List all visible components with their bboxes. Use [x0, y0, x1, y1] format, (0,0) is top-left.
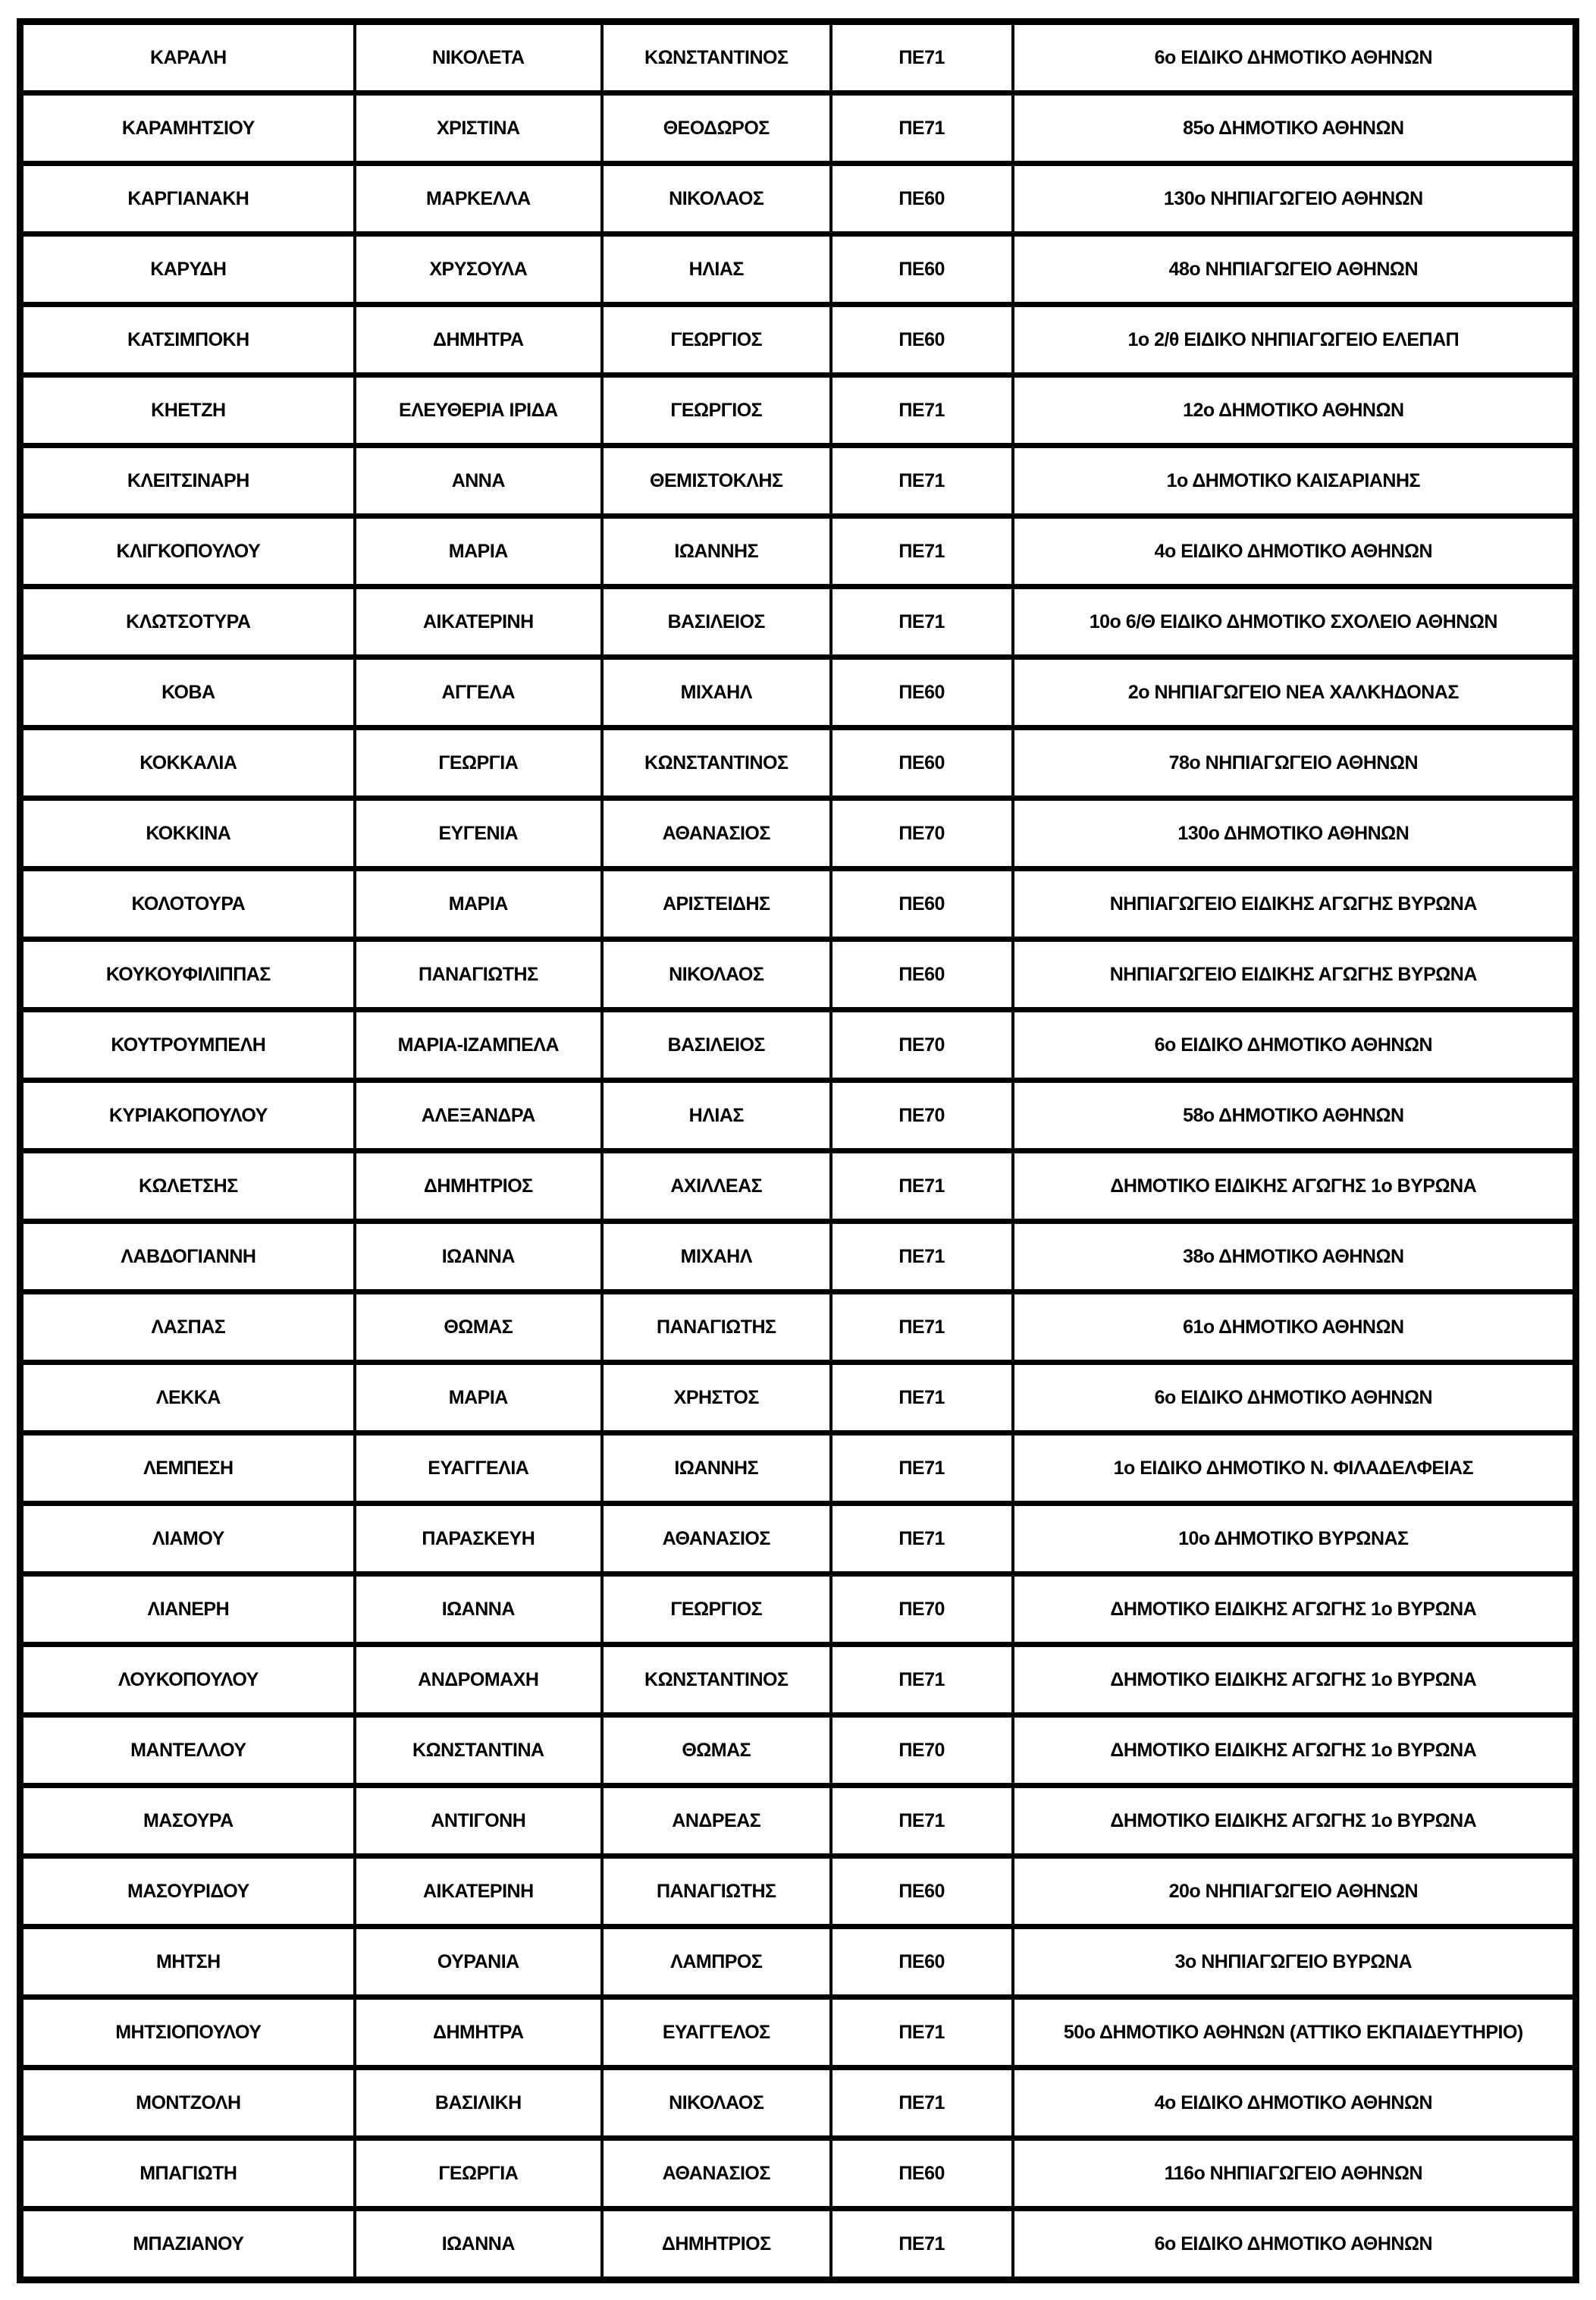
table-row: [20, 1786, 1576, 1856]
cell-father-name: ΓΕΩΡΓΙΟΣ: [602, 375, 831, 446]
table-row: [20, 1574, 1576, 1645]
cell-surname: ΚΟΚΚΙΝΑ: [20, 799, 355, 869]
cell-school: 6ο ΕΙΔΙΚΟ ΔΗΜΟΤΙΚΟ ΑΘΗΝΩΝ: [1013, 2209, 1576, 2280]
cell-specialty-code: ΠΕ71: [831, 1997, 1013, 2068]
cell-father-name: ΠΑΝΑΓΙΩΤΗΣ: [602, 1292, 831, 1363]
table-row: [20, 375, 1576, 446]
cell-surname: ΚΟΥΚΟΥΦΙΛΙΠΠΑΣ: [20, 940, 355, 1010]
table-row: [20, 657, 1576, 728]
cell-surname: ΚΑΡΑΛΗ: [20, 22, 355, 93]
cell-surname: ΜΗΤΣΗ: [20, 1927, 355, 1997]
table-row: [20, 1292, 1576, 1363]
cell-surname: ΚΛΩΤΣΟΤΥΡΑ: [20, 587, 355, 657]
cell-first-name: ΙΩΑΝΝΑ: [355, 1574, 602, 1645]
cell-first-name: ΧΡΥΣΟΥΛΑ: [355, 234, 602, 305]
cell-surname: ΚΟΥΤΡΟΥΜΠΕΛΗ: [20, 1010, 355, 1081]
cell-specialty-code: ΠΕ60: [831, 657, 1013, 728]
cell-first-name: ΑΛΕΞΑΝΔΡΑ: [355, 1081, 602, 1151]
cell-school: 1ο ΔΗΜΟΤΙΚΟ ΚΑΙΣΑΡΙΑΝΗΣ: [1013, 446, 1576, 516]
cell-father-name: ΜΙΧΑΗΛ: [602, 1222, 831, 1292]
cell-father-name: ΗΛΙΑΣ: [602, 1081, 831, 1151]
cell-father-name: ΕΥΑΓΓΕΛΟΣ: [602, 1997, 831, 2068]
table-row: [20, 1151, 1576, 1222]
staff-table-body: [20, 22, 1576, 2280]
cell-school: 130ο ΔΗΜΟΤΙΚΟ ΑΘΗΝΩΝ: [1013, 799, 1576, 869]
cell-school: ΝΗΠΙΑΓΩΓΕΙΟ ΕΙΔΙΚΗΣ ΑΓΩΓΗΣ ΒΥΡΩΝΑ: [1013, 869, 1576, 940]
cell-school: 6ο ΕΙΔΙΚΟ ΔΗΜΟΤΙΚΟ ΑΘΗΝΩΝ: [1013, 1363, 1576, 1433]
table-row: [20, 728, 1576, 799]
cell-specialty-code: ΠΕ71: [831, 1433, 1013, 1504]
table-row: [20, 22, 1576, 93]
cell-surname: ΚΑΡΥΔΗ: [20, 234, 355, 305]
cell-specialty-code: ΠΕ60: [831, 1856, 1013, 1927]
cell-first-name: ΑΙΚΑΤΕΡΙΝΗ: [355, 587, 602, 657]
cell-father-name: ΓΕΩΡΓΙΟΣ: [602, 305, 831, 375]
cell-surname: ΜΗΤΣΙΟΠΟΥΛΟΥ: [20, 1997, 355, 2068]
cell-father-name: ΗΛΙΑΣ: [602, 234, 831, 305]
cell-specialty-code: ΠΕ71: [831, 1292, 1013, 1363]
cell-first-name: ΔΗΜΗΤΡΑ: [355, 1997, 602, 2068]
cell-first-name: ΒΑΣΙΛΙΚΗ: [355, 2068, 602, 2138]
table-row: [20, 164, 1576, 234]
table-row: [20, 2209, 1576, 2280]
table-row: [20, 940, 1576, 1010]
cell-father-name: ΙΩΑΝΝΗΣ: [602, 1433, 831, 1504]
cell-school: 38ο ΔΗΜΟΤΙΚΟ ΑΘΗΝΩΝ: [1013, 1222, 1576, 1292]
cell-specialty-code: ΠΕ70: [831, 1715, 1013, 1786]
cell-father-name: ΒΑΣΙΛΕΙΟΣ: [602, 1010, 831, 1081]
table-row: [20, 1997, 1576, 2068]
cell-specialty-code: ΠΕ70: [831, 1010, 1013, 1081]
cell-father-name: ΧΡΗΣΤΟΣ: [602, 1363, 831, 1433]
cell-surname: ΜΑΣΟΥΡΑ: [20, 1786, 355, 1856]
cell-father-name: ΚΩΝΣΤΑΝΤΙΝΟΣ: [602, 1645, 831, 1715]
cell-specialty-code: ΠΕ70: [831, 1081, 1013, 1151]
table-row: [20, 446, 1576, 516]
cell-first-name: ΝΙΚΟΛΕΤΑ: [355, 22, 602, 93]
cell-school: 61ο ΔΗΜΟΤΙΚΟ ΑΘΗΝΩΝ: [1013, 1292, 1576, 1363]
cell-school: 48ο ΝΗΠΙΑΓΩΓΕΙΟ ΑΘΗΝΩΝ: [1013, 234, 1576, 305]
cell-first-name: ΧΡΙΣΤΙΝΑ: [355, 93, 602, 164]
cell-specialty-code: ΠΕ60: [831, 164, 1013, 234]
cell-surname: ΚΟΛΟΤΟΥΡΑ: [20, 869, 355, 940]
cell-specialty-code: ΠΕ71: [831, 516, 1013, 587]
cell-specialty-code: ΠΕ71: [831, 93, 1013, 164]
table-row: [20, 1856, 1576, 1927]
cell-father-name: ΒΑΣΙΛΕΙΟΣ: [602, 587, 831, 657]
cell-school: ΔΗΜΟΤΙΚΟ ΕΙΔΙΚΗΣ ΑΓΩΓΗΣ 1ο ΒΥΡΩΝΑ: [1013, 1151, 1576, 1222]
cell-surname: ΛΑΒΔΟΓΙΑΝΝΗ: [20, 1222, 355, 1292]
cell-surname: ΚΑΡΓΙΑΝΑΚΗ: [20, 164, 355, 234]
cell-specialty-code: ΠΕ60: [831, 940, 1013, 1010]
cell-surname: ΜΟΝΤΖΟΛΗ: [20, 2068, 355, 2138]
cell-surname: ΚΥΡΙΑΚΟΠΟΥΛΟΥ: [20, 1081, 355, 1151]
cell-school: 2ο ΝΗΠΙΑΓΩΓΕΙΟ ΝΕΑ ΧΑΛΚΗΔΟΝΑΣ: [1013, 657, 1576, 728]
cell-school: 1ο ΕΙΔΙΚΟ ΔΗΜΟΤΙΚΟ Ν. ΦΙΛΑΔΕΛΦΕΙΑΣ: [1013, 1433, 1576, 1504]
cell-first-name: ΕΛΕΥΘΕΡΙΑ ΙΡΙΔΑ: [355, 375, 602, 446]
cell-father-name: ΠΑΝΑΓΙΩΤΗΣ: [602, 1856, 831, 1927]
cell-school: ΝΗΠΙΑΓΩΓΕΙΟ ΕΙΔΙΚΗΣ ΑΓΩΓΗΣ ΒΥΡΩΝΑ: [1013, 940, 1576, 1010]
cell-first-name: ΔΗΜΗΤΡΑ: [355, 305, 602, 375]
cell-father-name: ΑΝΔΡΕΑΣ: [602, 1786, 831, 1856]
cell-specialty-code: ΠΕ71: [831, 2209, 1013, 2280]
cell-school: 3ο ΝΗΠΙΑΓΩΓΕΙΟ ΒΥΡΩΝΑ: [1013, 1927, 1576, 1997]
cell-first-name: ΜΑΡΙΑ: [355, 1363, 602, 1433]
cell-first-name: ΓΕΩΡΓΙΑ: [355, 728, 602, 799]
cell-father-name: ΔΗΜΗΤΡΙΟΣ: [602, 2209, 831, 2280]
cell-school: 1ο 2/θ ΕΙΔΙΚΟ ΝΗΠΙΑΓΩΓΕΙΟ ΕΛΕΠΑΠ: [1013, 305, 1576, 375]
cell-school: 4ο ΕΙΔΙΚΟ ΔΗΜΟΤΙΚΟ ΑΘΗΝΩΝ: [1013, 516, 1576, 587]
cell-first-name: ΕΥΑΓΓΕΛΙΑ: [355, 1433, 602, 1504]
cell-first-name: ΓΕΩΡΓΙΑ: [355, 2138, 602, 2209]
table-row: [20, 1363, 1576, 1433]
cell-specialty-code: ΠΕ71: [831, 446, 1013, 516]
table-row: [20, 516, 1576, 587]
cell-specialty-code: ΠΕ70: [831, 799, 1013, 869]
table-row: [20, 1222, 1576, 1292]
table-row: [20, 587, 1576, 657]
cell-father-name: ΜΙΧΑΗΛ: [602, 657, 831, 728]
cell-father-name: ΘΩΜΑΣ: [602, 1715, 831, 1786]
cell-first-name: ΔΗΜΗΤΡΙΟΣ: [355, 1151, 602, 1222]
cell-school: 58ο ΔΗΜΟΤΙΚΟ ΑΘΗΝΩΝ: [1013, 1081, 1576, 1151]
cell-surname: ΛΑΣΠΑΣ: [20, 1292, 355, 1363]
cell-first-name: ΚΩΝΣΤΑΝΤΙΝΑ: [355, 1715, 602, 1786]
cell-specialty-code: ΠΕ71: [831, 587, 1013, 657]
cell-father-name: ΝΙΚΟΛΑΟΣ: [602, 164, 831, 234]
cell-specialty-code: ΠΕ71: [831, 1504, 1013, 1574]
cell-father-name: ΑΘΑΝΑΣΙΟΣ: [602, 2138, 831, 2209]
cell-school: 78ο ΝΗΠΙΑΓΩΓΕΙΟ ΑΘΗΝΩΝ: [1013, 728, 1576, 799]
cell-father-name: ΚΩΝΣΤΑΝΤΙΝΟΣ: [602, 22, 831, 93]
cell-surname: ΛΕΜΠΕΣΗ: [20, 1433, 355, 1504]
cell-father-name: ΚΩΝΣΤΑΝΤΙΝΟΣ: [602, 728, 831, 799]
cell-father-name: ΑΧΙΛΛΕΑΣ: [602, 1151, 831, 1222]
cell-specialty-code: ΠΕ71: [831, 1645, 1013, 1715]
cell-surname: ΛΙΑΜΟΥ: [20, 1504, 355, 1574]
table-row: [20, 1927, 1576, 1997]
cell-first-name: ΜΑΡΙΑ-ΙΖΑΜΠΕΛΑ: [355, 1010, 602, 1081]
cell-first-name: ΘΩΜΑΣ: [355, 1292, 602, 1363]
table-row: [20, 1504, 1576, 1574]
staff-assignment-table: [17, 18, 1579, 2283]
table-row: [20, 305, 1576, 375]
cell-surname: ΛΕΚΚΑ: [20, 1363, 355, 1433]
cell-specialty-code: ΠΕ60: [831, 728, 1013, 799]
cell-surname: ΜΑΣΟΥΡΙΔΟΥ: [20, 1856, 355, 1927]
cell-school: 10ο 6/Θ ΕΙΔΙΚΟ ΔΗΜΟΤΙΚΟ ΣΧΟΛΕΙΟ ΑΘΗΝΩΝ: [1013, 587, 1576, 657]
cell-father-name: ΘΕΟΔΩΡΟΣ: [602, 93, 831, 164]
cell-surname: ΚΑΡΑΜΗΤΣΙΟΥ: [20, 93, 355, 164]
cell-surname: ΛΙΑΝΕΡΗ: [20, 1574, 355, 1645]
table-row: [20, 1715, 1576, 1786]
table-row: [20, 2068, 1576, 2138]
table-row: [20, 1433, 1576, 1504]
cell-first-name: ΑΝΔΡΟΜΑΧΗ: [355, 1645, 602, 1715]
cell-school: 10ο ΔΗΜΟΤΙΚΟ ΒΥΡΩΝΑΣ: [1013, 1504, 1576, 1574]
table-row: [20, 799, 1576, 869]
cell-surname: ΛΟΥΚΟΠΟΥΛΟΥ: [20, 1645, 355, 1715]
table-row: [20, 93, 1576, 164]
table-row: [20, 869, 1576, 940]
cell-specialty-code: ΠΕ71: [831, 1151, 1013, 1222]
cell-father-name: ΙΩΑΝΝΗΣ: [602, 516, 831, 587]
cell-school: 116ο ΝΗΠΙΑΓΩΓΕΙΟ ΑΘΗΝΩΝ: [1013, 2138, 1576, 2209]
table-row: [20, 1010, 1576, 1081]
cell-school: 20ο ΝΗΠΙΑΓΩΓΕΙΟ ΑΘΗΝΩΝ: [1013, 1856, 1576, 1927]
table-row: [20, 2138, 1576, 2209]
cell-father-name: ΘΕΜΙΣΤΟΚΛΗΣ: [602, 446, 831, 516]
cell-surname: ΚΟΒΑ: [20, 657, 355, 728]
cell-father-name: ΓΕΩΡΓΙΟΣ: [602, 1574, 831, 1645]
cell-school: 6ο ΕΙΔΙΚΟ ΔΗΜΟΤΙΚΟ ΑΘΗΝΩΝ: [1013, 22, 1576, 93]
cell-specialty-code: ΠΕ60: [831, 234, 1013, 305]
cell-specialty-code: ΠΕ71: [831, 1222, 1013, 1292]
cell-first-name: ΕΥΓΕΝΙΑ: [355, 799, 602, 869]
cell-first-name: ΑΙΚΑΤΕΡΙΝΗ: [355, 1856, 602, 1927]
cell-surname: ΚΟΚΚΑΛΙΑ: [20, 728, 355, 799]
cell-father-name: ΝΙΚΟΛΑΟΣ: [602, 940, 831, 1010]
cell-specialty-code: ΠΕ71: [831, 2068, 1013, 2138]
cell-specialty-code: ΠΕ60: [831, 869, 1013, 940]
cell-surname: ΚΑΤΣΙΜΠΟΚΗ: [20, 305, 355, 375]
cell-specialty-code: ΠΕ71: [831, 1363, 1013, 1433]
cell-first-name: ΑΝΝΑ: [355, 446, 602, 516]
cell-first-name: ΜΑΡΙΑ: [355, 869, 602, 940]
cell-father-name: ΑΘΑΝΑΣΙΟΣ: [602, 1504, 831, 1574]
cell-surname: ΚΩΛΕΤΣΗΣ: [20, 1151, 355, 1222]
cell-surname: ΜΑΝΤΕΛΛΟΥ: [20, 1715, 355, 1786]
cell-surname: ΚΛΙΓΚΟΠΟΥΛΟΥ: [20, 516, 355, 587]
cell-specialty-code: ΠΕ71: [831, 1786, 1013, 1856]
cell-first-name: ΜΑΡΙΑ: [355, 516, 602, 587]
cell-school: 130ο ΝΗΠΙΑΓΩΓΕΙΟ ΑΘΗΝΩΝ: [1013, 164, 1576, 234]
cell-father-name: ΝΙΚΟΛΑΟΣ: [602, 2068, 831, 2138]
table-row: [20, 1645, 1576, 1715]
cell-school: 6ο ΕΙΔΙΚΟ ΔΗΜΟΤΙΚΟ ΑΘΗΝΩΝ: [1013, 1010, 1576, 1081]
cell-specialty-code: ΠΕ60: [831, 305, 1013, 375]
cell-specialty-code: ΠΕ71: [831, 375, 1013, 446]
cell-specialty-code: ΠΕ71: [831, 22, 1013, 93]
cell-specialty-code: ΠΕ60: [831, 1927, 1013, 1997]
cell-first-name: ΟΥΡΑΝΙΑ: [355, 1927, 602, 1997]
cell-father-name: ΑΡΙΣΤΕΙΔΗΣ: [602, 869, 831, 940]
cell-first-name: ΠΑΝΑΓΙΩΤΗΣ: [355, 940, 602, 1010]
cell-school: ΔΗΜΟΤΙΚΟ ΕΙΔΙΚΗΣ ΑΓΩΓΗΣ 1ο ΒΥΡΩΝΑ: [1013, 1786, 1576, 1856]
table-row: [20, 234, 1576, 305]
cell-specialty-code: ΠΕ70: [831, 1574, 1013, 1645]
cell-father-name: ΑΘΑΝΑΣΙΟΣ: [602, 799, 831, 869]
cell-first-name: ΙΩΑΝΝΑ: [355, 1222, 602, 1292]
cell-school: 12ο ΔΗΜΟΤΙΚΟ ΑΘΗΝΩΝ: [1013, 375, 1576, 446]
cell-specialty-code: ΠΕ60: [831, 2138, 1013, 2209]
cell-surname: ΚΗΕΤΖΗ: [20, 375, 355, 446]
cell-first-name: ΠΑΡΑΣΚΕΥΗ: [355, 1504, 602, 1574]
cell-first-name: ΑΓΓΕΛΑ: [355, 657, 602, 728]
cell-first-name: ΙΩΑΝΝΑ: [355, 2209, 602, 2280]
cell-school: ΔΗΜΟΤΙΚΟ ΕΙΔΙΚΗΣ ΑΓΩΓΗΣ 1ο ΒΥΡΩΝΑ: [1013, 1645, 1576, 1715]
cell-surname: ΜΠΑΓΙΩΤΗ: [20, 2138, 355, 2209]
table-row: [20, 1081, 1576, 1151]
cell-surname: ΜΠΑΖΙΑΝΟΥ: [20, 2209, 355, 2280]
cell-surname: ΚΛΕΙΤΣΙΝΑΡΗ: [20, 446, 355, 516]
cell-first-name: ΑΝΤΙΓΟΝΗ: [355, 1786, 602, 1856]
cell-school: 85ο ΔΗΜΟΤΙΚΟ ΑΘΗΝΩΝ: [1013, 93, 1576, 164]
cell-first-name: ΜΑΡΚΕΛΛΑ: [355, 164, 602, 234]
cell-school: ΔΗΜΟΤΙΚΟ ΕΙΔΙΚΗΣ ΑΓΩΓΗΣ 1ο ΒΥΡΩΝΑ: [1013, 1715, 1576, 1786]
cell-father-name: ΛΑΜΠΡΟΣ: [602, 1927, 831, 1997]
cell-school: ΔΗΜΟΤΙΚΟ ΕΙΔΙΚΗΣ ΑΓΩΓΗΣ 1ο ΒΥΡΩΝΑ: [1013, 1574, 1576, 1645]
cell-school: 50ο ΔΗΜΟΤΙΚΟ ΑΘΗΝΩΝ (ΑΤΤΙΚΟ ΕΚΠΑΙΔΕΥΤΗΡΙΟ): [1013, 1997, 1576, 2068]
cell-school: 4ο ΕΙΔΙΚΟ ΔΗΜΟΤΙΚΟ ΑΘΗΝΩΝ: [1013, 2068, 1576, 2138]
